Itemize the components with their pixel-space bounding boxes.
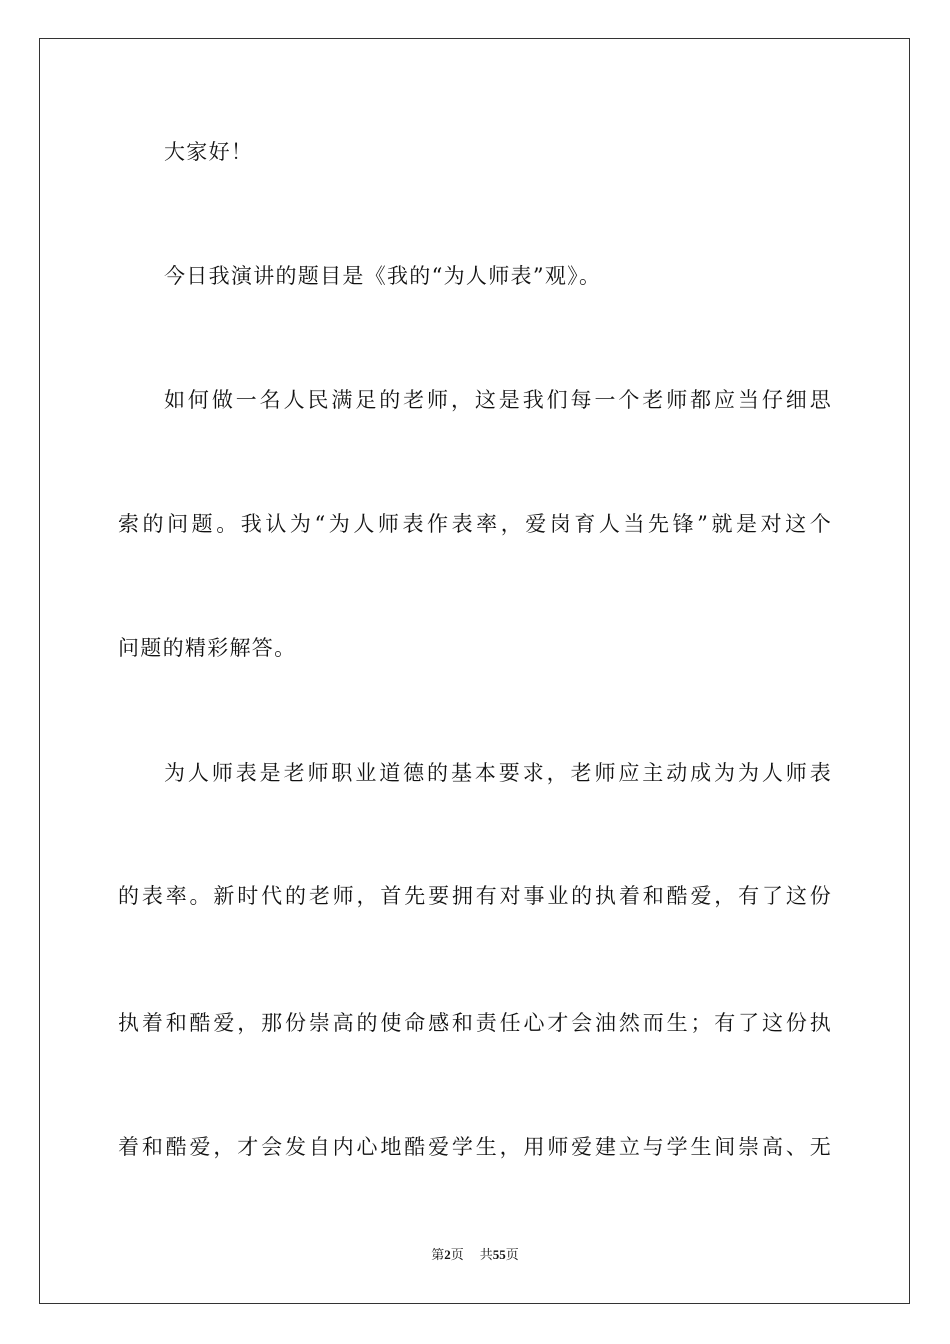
page-number: 2 [444, 1247, 451, 1262]
total-pages: 55 [492, 1247, 506, 1262]
page-suffix: 页 [450, 1248, 464, 1263]
paragraph-4-line-1: 为人师表是老师职业道德的基本要求，老师应主动成为为人师表 [164, 761, 832, 785]
total-prefix: 共 [479, 1248, 493, 1263]
paragraph-3-line-1: 如何做一名人民满足的老师，这是我们每一个老师都应当仔细思 [164, 388, 832, 412]
page-border [39, 38, 910, 1304]
page-footer [0, 1246, 950, 1265]
topic-line: 今日我演讲的题目是《我的“为人师表”观》。 [164, 264, 602, 288]
page-prefix: 第 [431, 1248, 445, 1263]
paragraph-4-line-2: 的表率。新时代的老师，首先要拥有对事业的执着和酷爱，有了这份 [118, 884, 832, 908]
paragraph-4-line-3: 执着和酷爱，那份崇高的使命感和责任心才会油然而生；有了这份执 [118, 1011, 832, 1035]
paragraph-3-line-3: 问题的精彩解答。 [118, 636, 297, 660]
greeting-line: 大家好！ [164, 140, 254, 164]
total-suffix: 页 [505, 1248, 519, 1263]
paragraph-3-line-2: 索的问题。我认为“为人师表作表率，爱岗育人当先锋”就是对这个 [118, 512, 832, 536]
paragraph-4-line-4: 着和酷爱，才会发自内心地酷爱学生，用师爱建立与学生间崇高、无 [118, 1135, 832, 1159]
